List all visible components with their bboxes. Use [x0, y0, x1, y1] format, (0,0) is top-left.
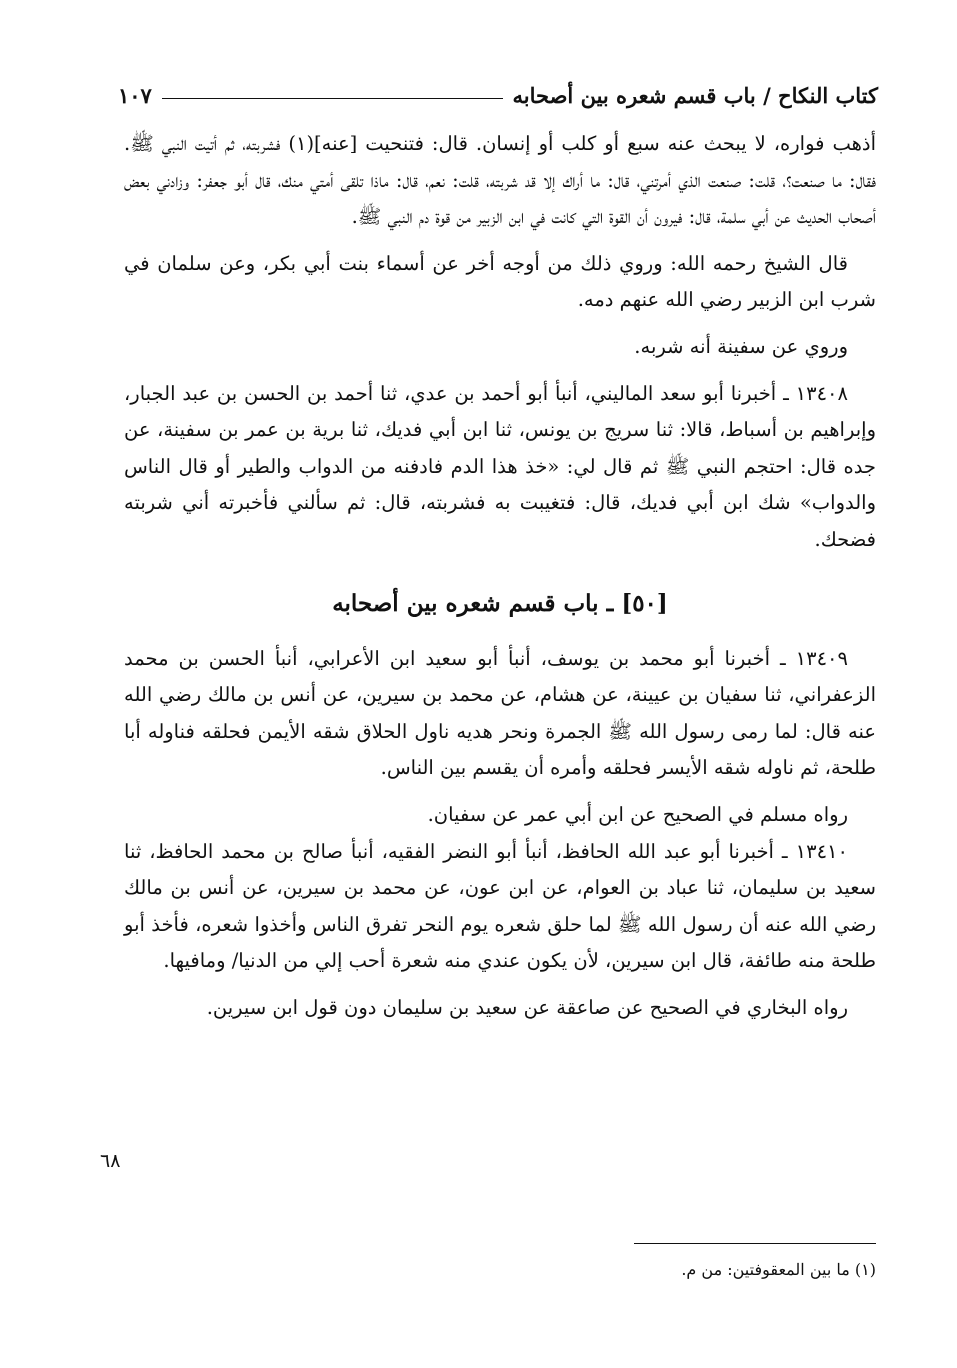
section-heading: [٥٠] ـ باب قسم شعره بين أصحابه: [332, 589, 668, 617]
header-title: كتاب النكاح / باب قسم شعره بين أصحابه: [512, 83, 878, 108]
header-rule: [162, 98, 503, 99]
paragraph: وروي عن سفينة أنه شربه.: [634, 334, 848, 358]
paragraph: رواه البخاري في الصحيح عن صاعقة عن سعيد بن سليمان دون قول ابن سيرين.: [206, 995, 848, 1019]
paragraph: رواه مسلم في الصحيح عن ابن أبي عمر عن سفيان.: [427, 802, 848, 826]
main-text: [124, 126, 876, 1026]
footnote: (١) ما بين المعقوفتين: من م.: [681, 1260, 876, 1279]
hadith-paragraph: ١٣٤٠٨ ـ أخبرنا أبو سعد الماليني، أنبأ أبو أحمد بن عدي، ثنا أحمد بن الحسن بن عبد الجبار، وإبراهيم بن أسباط، قالا: ثنا سريج بن يونس، ثنا ابن أبي فديك، ثنا برية بن عمر بن سفينة، عن جده قال: احتجم النبي ﷺ ثم قال لي: «خذ هذا الدم فادفنه من الدواب والطير أو قال الناس والدواب» شك ابن أبي فديك، قال: فتغيبت به فشربته، قال: ثم سألني فأخبرته أني شربته فضحك.: [124, 381, 876, 551]
page-number: ١٠٧: [118, 83, 152, 108]
footnote-divider: [634, 1243, 876, 1244]
running-header: [118, 68, 878, 108]
margin-page-reference: ٦٨: [100, 1150, 121, 1172]
hadith-paragraph: ١٣٤١٠ ـ أخبرنا أبو عبد الله الحافظ، أنبأ أبو النضر الفقيه، أنبأ صالح بن محمد الحافظ، ثنا سعيد بن سليمان، ثنا عباد بن العوام، عن ابن عون، عن محمد بن سيرين، عن أنس بن مالك رضي الله عنه أن رسول الله ﷺ لما حلق شعره يوم النحر تفرق الناس وأخذوا شعره، فأخذ أبو طلحة منه طائفة، قال ابن سيرين، لأن يكون عندي منه شعرة أحب إلي من الدنيا/ ومافيها.: [124, 839, 876, 973]
paragraph: أذهب فواره، لا يبحث عنه سبع أو كلب أو إنسان. قال: فتنحيت [عنه](١) فشربته، ثم أتيت النبي ﷺ. فقال: ما صنعت؟، قلت: صنعت الذي أمرتني، قال: ما أراك إلا قد شربته، قلت: نعم، قال: ماذا تلقى أمتي منك، قال أبو جعفر: وزادني بعض أصحاب الحديث عن أبي سلمة، قال: فيرون أن القوة التي كانت في ابن الزبير من قوة دم النبي ﷺ.: [124, 132, 876, 229]
paragraph: قال الشيخ رحمه الله: وروي ذلك من أوجه أخر عن أسماء بنت أبي بكر، وعن سلمان في شرب ابن الزبير رضي الله عنهم دمه.: [124, 251, 876, 312]
hadith-paragraph: ١٣٤٠٩ ـ أخبرنا أبو محمد بن يوسف، أنبأ أبو سعيد ابن الأعرابي، أنبأ الحسن بن محمد الزعفراني، ثنا سفيان بن عيينة، عن هشام، عن محمد بن سيرين، عن أنس بن مالك رضي الله عنه قال: لما رمى رسول الله ﷺ الجمرة ونحر هديه ناول الحلاق شقه الأيمن فحلقه فناوله أبا طلحة، ثم ناوله شقه الأيسر فحلقه وأمره أن يقسم بين الناس.: [124, 646, 876, 780]
